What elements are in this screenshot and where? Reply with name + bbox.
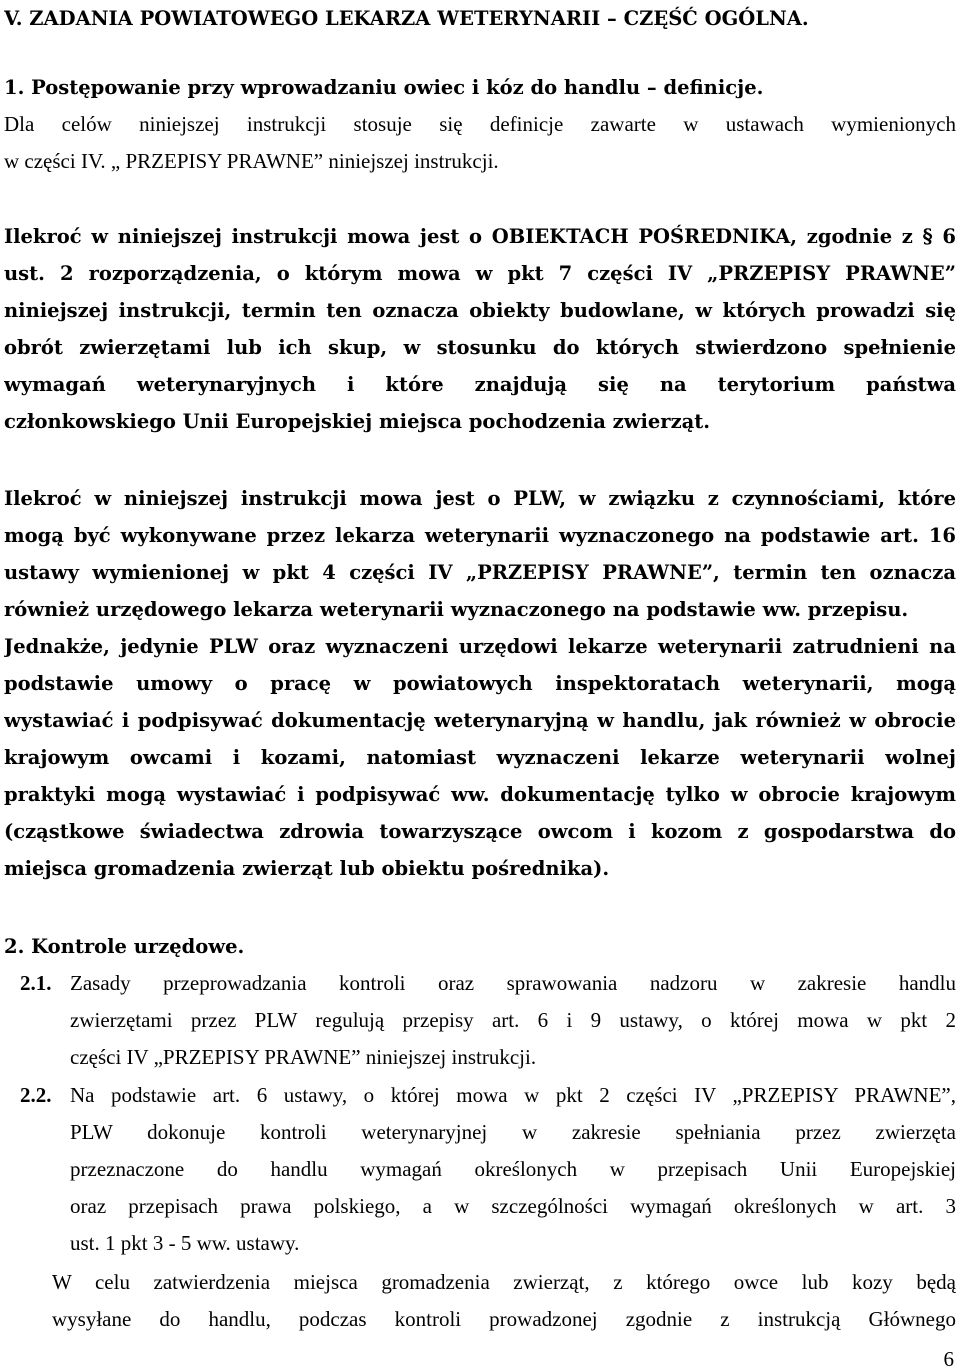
item-line: ust. 1 pkt 3 - 5 ww. ustawy. <box>70 1231 300 1255</box>
numbered-item-2-2 <box>20 1077 956 1262</box>
page-number: 6 <box>943 1347 954 1371</box>
paragraph-line: mogą być wykonywane przez lekarza weterynarii wyznaczonego na podstawie art. 16 <box>4 524 956 547</box>
intro-line: w części IV. „ PRZEPISY PRAWNE” niniejszej instrukcji. <box>4 149 499 173</box>
paragraph-line: podstawie umowy o pracę w powiatowych inspektoratach weterynarii, mogą <box>4 672 956 695</box>
subsection-1-heading: 1. Postępowanie przy wprowadzaniu owiec i kóz do handlu – definicje. <box>4 76 764 99</box>
paragraph-line: niniejszej instrukcji, termin ten oznacza obiekty budowlane, w których prowadzi się <box>4 299 956 322</box>
paragraph-line: obrót zwierzętami lub ich skup, w stosunku do których stwierdzono spełnienie <box>4 336 956 359</box>
paragraph-line: członkowskiego Unii Europejskiej miejsca pochodzenia zwierząt. <box>4 410 711 433</box>
intro-line: Dla celów niniejszej instrukcji stosuje się definicje zawarte w ustawach wymienionych <box>4 112 956 136</box>
item-number: 2.1. <box>20 971 52 995</box>
definition-paragraph-3 <box>4 628 956 887</box>
definition-paragraph-1 <box>4 218 956 440</box>
subsection-2-heading: 2. Kontrole urzędowe. <box>4 935 245 958</box>
item-line: PLW dokonuje kontroli weterynaryjnej w zakresie spełniania przez zwierzęta <box>70 1120 956 1144</box>
item-line: Na podstawie art. 6 ustawy, o której mowa w pkt 2 części IV „PRZEPISY PRAWNE”, <box>70 1083 956 1107</box>
paragraph-line: wystawiać i podpisywać dokumentację weterynaryjną w handlu, jak również w obrocie <box>4 709 956 732</box>
paragraph-line: ust. 2 rozporządzenia, o którym mowa w pkt 7 części IV „PRZEPISY PRAWNE” <box>4 262 956 285</box>
paragraph-line: Ilekroć w niniejszej instrukcji mowa jest o OBIEKTACH POŚREDNIKA, zgodnie z § 6 <box>4 225 956 248</box>
paragraph-line: wymagań weterynaryjnych i które znajdują się na terytorium państwa <box>4 373 956 396</box>
intro-paragraph <box>4 106 956 180</box>
paragraph-line: Jednakże, jedynie PLW oraz wyznaczeni urzędowi lekarze weterynarii zatrudnieni na <box>4 635 956 658</box>
paragraph-line: W celu zatwierdzenia miejsca gromadzenia zwierząt, z którego owce lub kozy będą <box>52 1270 956 1294</box>
numbered-item-2-1 <box>20 965 956 1076</box>
paragraph-line: ustawy wymienionej w pkt 4 części IV „PRZEPISY PRAWNE”, termin ten oznacza <box>4 561 956 584</box>
paragraph-line: praktyki mogą wystawiać i podpisywać ww. dokumentację tylko w obrocie krajowym <box>4 783 956 806</box>
paragraph-line: krajowym owcami i kozami, natomiast wyznaczeni lekarze weterynarii wolnej <box>4 746 956 769</box>
paragraph-line: również urzędowego lekarza weterynarii wyznaczonego na podstawie ww. przepisu. <box>4 598 909 621</box>
closing-paragraph <box>52 1264 956 1338</box>
item-line: części IV „PRZEPISY PRAWNE” niniejszej instrukcji. <box>70 1045 537 1069</box>
paragraph-line: Ilekroć w niniejszej instrukcji mowa jest o PLW, w związku z czynnościami, które <box>4 487 956 510</box>
item-number: 2.2. <box>20 1083 52 1107</box>
item-line: Zasady przeprowadzania kontroli oraz sprawowania nadzoru w zakresie handlu <box>70 971 956 995</box>
section-heading: V. ZADANIA POWIATOWEGO LEKARZA WETERYNARII – CZĘŚĆ OGÓLNA. <box>4 7 809 30</box>
item-line: oraz przepisach prawa polskiego, a w szczególności wymagań określonych w art. 3 <box>70 1194 956 1218</box>
paragraph-line: wysyłane do handlu, podczas kontroli prowadzonej zgodnie z instrukcją Głównego <box>52 1307 956 1331</box>
item-line: zwierzętami przez PLW regulują przepisy art. 6 i 9 ustawy, o której mowa w pkt 2 <box>70 1008 956 1032</box>
paragraph-line: miejsca gromadzenia zwierząt lub obiektu pośrednika). <box>4 857 610 880</box>
paragraph-line: (cząstkowe świadectwa zdrowia towarzyszące owcom i kozom z gospodarstwa do <box>4 820 956 843</box>
definition-paragraph-2 <box>4 480 956 628</box>
item-line: przeznaczone do handlu wymagań określonych w przepisach Unii Europejskiej <box>70 1157 956 1181</box>
